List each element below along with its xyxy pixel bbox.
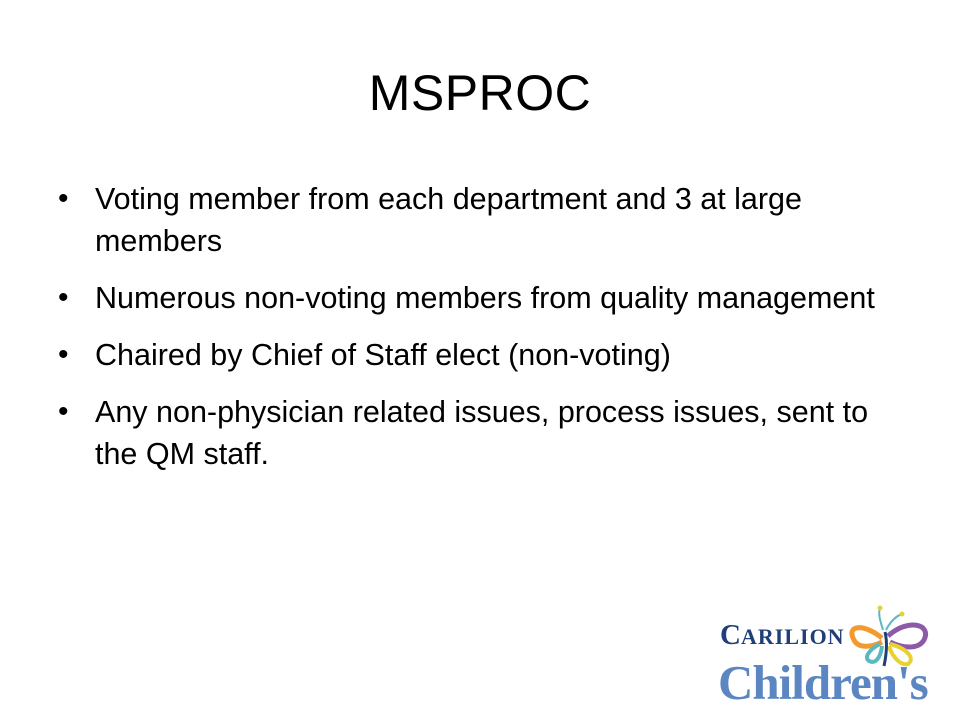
bullet-marker: • [58,395,69,428]
bullet-marker: • [58,281,69,314]
svg-text:C: C [720,619,741,651]
svg-text:Children's: Children's [718,655,928,708]
bullet-item [58,178,888,262]
bullet-list [58,178,888,490]
bullet-item [58,334,888,376]
carilion-childrens-logo [712,604,940,708]
bullet-text: Voting member from each department and 3 at large members [95,182,802,258]
bullet-text: Numerous non-voting members from quality management [95,281,875,315]
bullet-marker: • [58,182,69,215]
bullet-text: Any non-physician related issues, process issues, sent to the QM staff. [95,395,869,471]
svg-text:ARILION: ARILION [741,624,845,649]
slide-title: MSPROC [368,65,592,121]
bullet-item [58,277,888,319]
bullet-item [58,391,888,475]
bullet-marker: • [58,338,69,371]
bullet-text: Chaired by Chief of Staff elect (non-voting) [95,338,671,372]
